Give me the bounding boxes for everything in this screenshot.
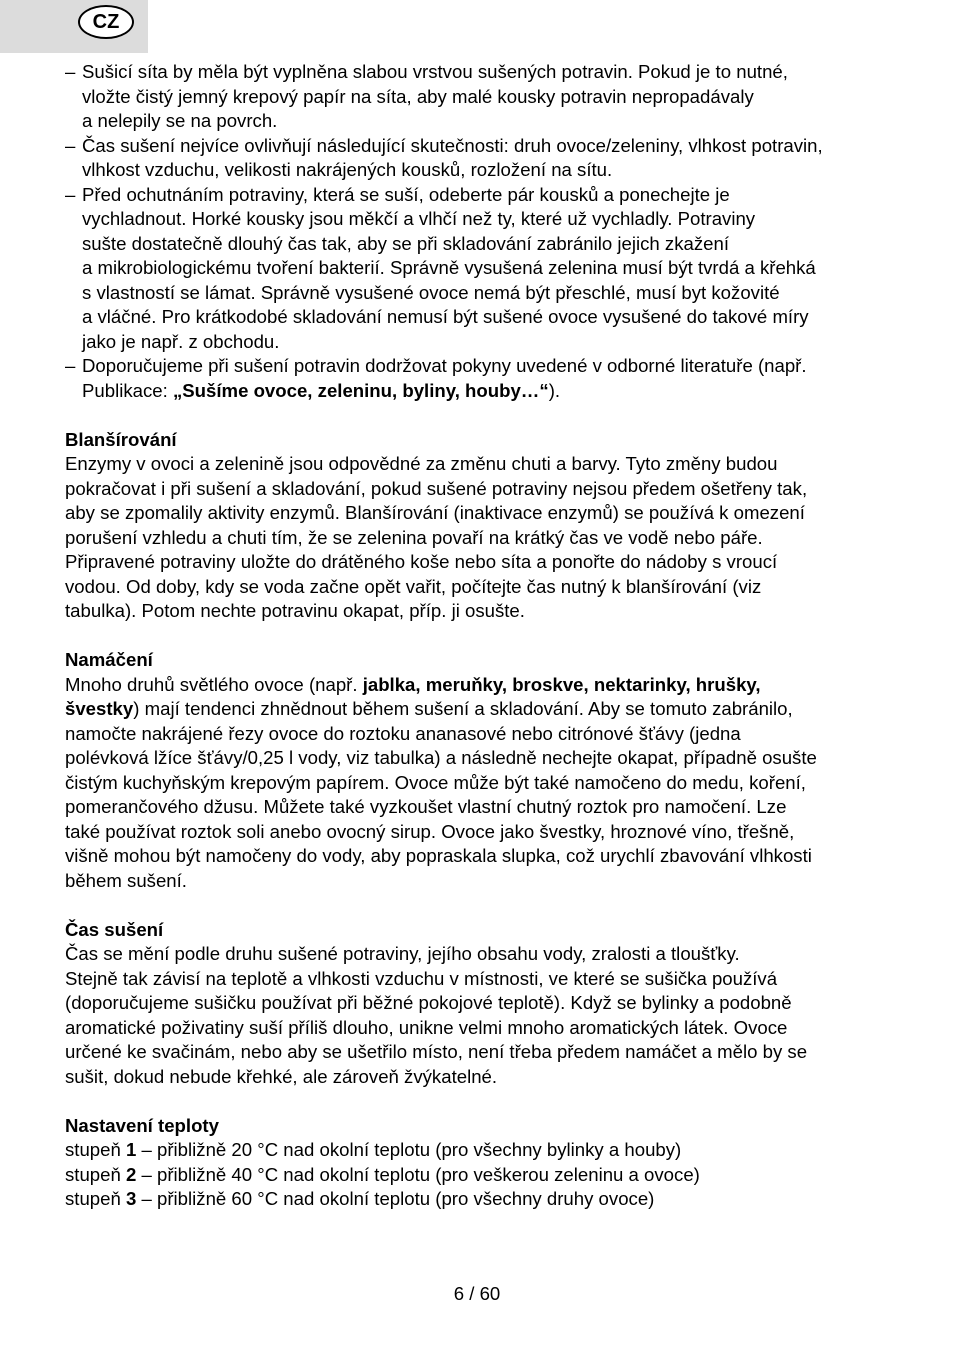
text-line: porušení vzhledu a chuti tím, že se zelenina povaří na krátký čas ve vodě nebo páře. <box>65 526 763 548</box>
text-line <box>82 379 905 404</box>
text-line: pomerančového džusu. Můžete také vyzkoušet vlastní chutný roztok pro namočení. Lze <box>65 796 787 817</box>
text-run: – přibližně 20 °C nad okolní teplotu (pro všechny bylinky a houby) <box>136 1139 682 1160</box>
section-nastaveni-teploty <box>65 1114 905 1212</box>
level-number: 2 <box>126 1163 137 1185</box>
text-line: sušte dostatečně dlouhý čas tak, aby se při skladování zabránilo jejich zkažení <box>82 232 730 254</box>
level-number: 1 <box>126 1139 137 1160</box>
text-line: višně mohou být namočeny do vody, aby popraskala slupka, což urychlí zbavování vlhkosti <box>65 845 812 866</box>
page-number: 6 / 60 <box>453 1283 501 1304</box>
text-line: Enzymy v ovoci a zelenině jsou odpovědné za změnu chuti a barvy. Tyto změny budou <box>65 453 778 474</box>
text-run: – přibližně 40 °C nad okolní teplotu (pro veškerou zeleninu a ovoce) <box>136 1163 700 1185</box>
bullet-dash: – <box>65 61 76 82</box>
bullet-item <box>65 183 905 355</box>
section-namaceni <box>65 648 905 893</box>
text-run: stupeň <box>65 1139 126 1160</box>
text-line: jako je např. z obchodu. <box>82 330 280 352</box>
text-run: ) mají tendenci zhnědnout během sušení a skladování. Aby se tomuto zabránilo, <box>133 698 793 719</box>
section-heading: Blanšírování <box>65 428 177 450</box>
text-line: čistým kuchyňským krepovým papírem. Ovoce může být také namočeno do medu, koření, <box>65 771 806 793</box>
text-line: během sušení. <box>65 869 187 891</box>
text-line: tabulka). Potom nechte potravinu okapat, příp. ji osušte. <box>65 600 525 621</box>
text-line: vychladnout. Horké kousky jsou měkčí a vlhčí než ty, které už vychladly. Potraviny <box>82 208 756 229</box>
text-line: Stejně tak závisí na teplotě a vlhkosti vzduchu v místnosti, ve které se sušička používá <box>65 967 778 989</box>
bullet-dash: – <box>65 355 76 376</box>
bullet-item <box>65 60 905 134</box>
section-blansirovani <box>65 428 905 624</box>
text-line: a nelepily se na povrch. <box>82 110 278 131</box>
text-run: stupeň <box>65 1163 126 1185</box>
section-cas-suseni <box>65 918 905 1090</box>
text-line: také používat roztok soli anebo ovocný sirup. Ovoce jako švestky, hroznové víno, třešně, <box>65 820 795 842</box>
text-line: a mikrobiologickému tvoření bakterií. Správně vysušená zelenina musí být tvrdá a křehká <box>82 257 816 278</box>
text-line <box>65 673 905 698</box>
section-heading: Nastavení teploty <box>65 1114 219 1136</box>
language-tab <box>0 0 148 53</box>
temperature-level <box>65 1187 905 1212</box>
document-body <box>65 60 905 1212</box>
text-line: určené ke svačinám, nebo aby se ušetřilo místo, není třeba předem namáčet a mělo by se <box>65 1041 808 1062</box>
text-line <box>65 697 905 722</box>
text-run: Mnoho druhů světlého ovoce (např. <box>65 673 363 695</box>
text-line: aromatické poživatiny suší příliš dlouho, unikne velmi mnoho aromatických látek. Ovoce <box>65 1016 788 1038</box>
text-line: Před ochutnáním potraviny, která se suší, odeberte pár kousků a ponechejte je <box>82 183 730 205</box>
bold-text-run: švestky <box>65 698 134 719</box>
text-line: sušit, dokud nebude křehké, ale zároveň žvýkatelné. <box>65 1065 498 1087</box>
text-line: namočte nakrájené řezy ovoce do roztoku ananasové nebo citrónové šťávy (jedna <box>65 722 741 744</box>
text-line: Doporučujeme při sušení potravin dodržovat pokyny uvedené v odborné literatuře (např. <box>82 355 807 376</box>
text-run: Publikace: <box>82 379 173 401</box>
temperature-level <box>65 1138 905 1163</box>
text-line: Čas se mění podle druhu sušené potraviny, jejího obsahu vody, zralosti a tloušťky. <box>65 943 740 964</box>
text-line: vodou. Od doby, kdy se voda začne opět vařit, počítejte čas nutný k blanšírování (viz <box>65 575 762 597</box>
text-line: Připravené potraviny uložte do drátěného koše nebo síta a ponořte do nádoby s vroucí <box>65 551 778 572</box>
text-line: aby se zpomalily aktivity enzymů. Blanšírování (inaktivace enzymů) se používá k omezení <box>65 502 805 523</box>
bullet-item <box>65 354 905 403</box>
text-line: (doporučujeme sušičku používat při běžné pokojové teplotě). Když se bylinky a podobně <box>65 992 792 1013</box>
bold-text-run: jablka, meruňky, broskve, nektarinky, hrušky, <box>362 673 761 695</box>
publication-title: „Sušíme ovoce, zeleninu, byliny, houby…“ <box>172 379 549 401</box>
section-heading: Čas sušení <box>65 918 164 940</box>
text-line: pokračovat i při sušení a skladování, pokud sušené potraviny nejsou předem ošetřeny tak, <box>65 477 808 499</box>
language-badge: CZ <box>78 5 134 39</box>
bullet-dash: – <box>65 183 76 205</box>
bullet-dash: – <box>65 134 76 156</box>
text-run: – přibližně 60 °C nad okolní teplotu (pro všechny druhy ovoce) <box>136 1188 655 1209</box>
level-number: 3 <box>126 1188 137 1209</box>
text-line: polévková lžíce šťávy/0,25 l vody, viz tabulka) a následně nechejte okapat, případně osušte <box>65 747 817 768</box>
text-run: stupeň <box>65 1188 126 1209</box>
text-line: vložte čistý jemný krepový papír na síta, aby malé kousky potravin nepropadávaly <box>82 85 754 107</box>
text-line: Čas sušení nejvíce ovlivňují následující skutečnosti: druh ovoce/zeleniny, vlhkost potravin, <box>82 134 823 156</box>
text-run: ). <box>548 379 561 401</box>
text-line: a vláčné. Pro krátkodobé skladování nemusí být sušené ovoce vysušené do takové míry <box>82 306 809 327</box>
bullet-item <box>65 134 905 183</box>
text-line: s vlastností se lámat. Správně vysušené ovoce nemá být přeschlé, musí byt kožovité <box>82 281 780 303</box>
text-line: Sušicí síta by měla být vyplněna slabou vrstvou sušených potravin. Pokud je to nutné, <box>82 61 788 82</box>
text-line: vlhkost vzduchu, velikosti nakrájených kousků, rozložení na sítu. <box>82 159 613 180</box>
section-heading: Namáčení <box>65 649 153 670</box>
temperature-level <box>65 1163 905 1188</box>
